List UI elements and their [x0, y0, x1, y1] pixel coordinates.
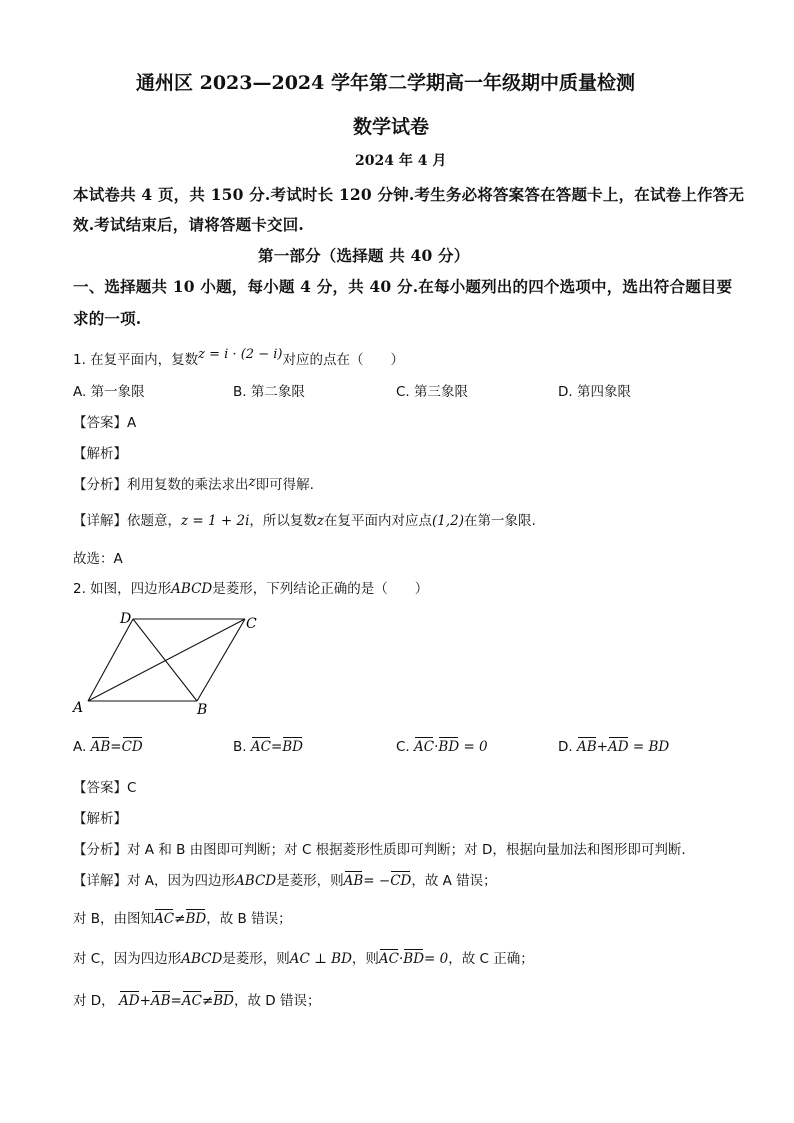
vector-bd: BD: [185, 911, 207, 927]
part1-heading: 第一部分（选择题 共 40 分）: [258, 246, 470, 265]
detail-suffix: 在第一象限.: [464, 513, 536, 529]
detail-c-suffix: ，故 C 正确；: [448, 951, 534, 967]
detail-a-suffix: ，故 A 错误；: [411, 873, 497, 889]
option-tail: = BD: [632, 739, 670, 755]
q1-analysis-tag: 【解析】: [73, 446, 127, 462]
answer-tag: 【答案】: [73, 415, 127, 431]
detail-var: z: [316, 513, 325, 529]
vector-ac: AC: [154, 911, 175, 927]
q1-option-a: A. 第一象限: [73, 384, 145, 400]
label-b: B: [197, 702, 208, 718]
q1-answer: [73, 411, 136, 431]
vector-ac: AC: [181, 993, 202, 1009]
detail-b-op: ≠: [174, 911, 186, 927]
vector-ab: AB: [90, 739, 111, 755]
detail-d-prefix: 对 D，: [73, 993, 115, 1009]
q2-stem-prefix: 2. 如图，四边形: [73, 581, 172, 597]
diagonal-db: [133, 619, 197, 701]
q2-stem: [73, 577, 428, 597]
vector-ad: AD: [607, 739, 629, 755]
fenxi-var: z: [248, 474, 256, 490]
q1-option-d: D. 第四象限: [558, 384, 631, 400]
detail-tag: 【详解】: [73, 513, 127, 529]
q1-option-c: C. 第三象限: [396, 384, 469, 400]
q1-stem: [73, 348, 404, 368]
answer-tag: 【答案】: [73, 780, 127, 796]
option-letter: C.: [396, 739, 410, 755]
q2-option-a: [73, 739, 143, 755]
detail-mid2: 在复平面内对应点: [324, 513, 433, 529]
fenxi-text: 对 A 和 B 由图即可判断；对 C 根据菱形性质即可判断；对 D，根据向量加法和图形即可判断.: [127, 842, 686, 858]
q1-fenxi: [73, 473, 314, 493]
detail-c-mid2: ，则: [351, 951, 379, 967]
q1-stem-prefix: 1. 在复平面内，复数: [73, 352, 199, 368]
fenxi-prefix: 利用复数的乘法求出: [127, 477, 249, 493]
detail-a-mid: 是菱形，则: [276, 873, 344, 889]
vector-ab: AB: [343, 873, 364, 889]
fenxi-tag: 【分析】: [73, 477, 127, 493]
rhombus-figure: [70, 608, 270, 720]
detail-prefix: 依题意，: [127, 513, 181, 529]
vector-ac: AC: [250, 739, 271, 755]
q2-detail-b: [73, 907, 292, 927]
detail-d-op1: +: [139, 993, 151, 1009]
detail-c-shape: ABCD: [181, 951, 223, 967]
fenxi-tag: 【分析】: [73, 842, 127, 858]
vector-bd: BD: [403, 951, 425, 967]
detail-c-perp: AC ⊥ BD: [289, 951, 352, 967]
vector-bd: BD: [213, 993, 235, 1009]
detail-a-shape: ABCD: [235, 873, 277, 889]
detail-a-prefix: 对 A，因为四边形: [127, 873, 236, 889]
exam-date: 2024 年 4 月: [355, 153, 447, 169]
detail-d-op3: ≠: [201, 993, 214, 1009]
vector-bd: BD: [438, 739, 460, 755]
section1-line2: 求的一项.: [73, 309, 142, 328]
vector-ab: AB: [150, 993, 171, 1009]
label-d: D: [120, 611, 132, 627]
detail-c-prefix: 对 C，因为四边形: [73, 951, 182, 967]
detail-d-op2: =: [170, 993, 182, 1009]
option-tail: = 0: [463, 739, 488, 755]
q1-formula: z = i · (2 − i): [198, 347, 283, 362]
detail-a-op: = −: [363, 873, 391, 889]
option-letter: D.: [558, 739, 573, 755]
detail-c-op: ·: [399, 951, 404, 967]
q1-detail: [73, 509, 536, 529]
answer-value: C: [127, 780, 137, 796]
q1-conclusion: 故选：A: [73, 551, 123, 567]
fenxi-suffix: 即可得解.: [255, 477, 314, 493]
q2-answer: [73, 776, 136, 796]
detail-tag: 【详解】: [73, 873, 127, 889]
option-letter: B.: [233, 739, 247, 755]
option-op: +: [596, 739, 608, 755]
instructions-line1: 本试卷共 4 页，共 150 分.考试时长 120 分钟.考生务必将答案答在答题卡上，在试卷上作答无: [73, 185, 745, 204]
detail-b-suffix: ，故 B 错误；: [206, 911, 292, 927]
vector-cd: CD: [121, 739, 143, 755]
vector-ad: AD: [118, 993, 140, 1009]
detail-d-suffix: ，故 D 错误；: [234, 993, 321, 1009]
q2-detail-c: [73, 947, 534, 967]
instructions-line2: 效.考试结束后，请将答题卡交回.: [73, 215, 304, 234]
q2-option-c: [396, 739, 488, 755]
option-op: =: [110, 739, 122, 755]
vector-ab: AB: [576, 739, 597, 755]
q2-option-d: [558, 739, 669, 755]
answer-value: A: [127, 415, 137, 431]
vector-ac: AC: [378, 951, 399, 967]
detail-c-mid1: 是菱形，则: [222, 951, 290, 967]
detail-formula: z = 1 + 2i: [181, 513, 250, 529]
detail-b-prefix: 对 B，由图知: [73, 911, 155, 927]
q2-stem-suffix: 是菱形，下列结论正确的是（ ）: [212, 581, 429, 597]
q2-analysis-tag: 【解析】: [73, 811, 127, 827]
vector-ac: AC: [414, 739, 435, 755]
vector-cd: CD: [390, 873, 412, 889]
detail-mid1: ，所以复数: [249, 513, 317, 529]
label-a: A: [73, 700, 84, 716]
label-c: C: [246, 616, 257, 632]
option-letter: A.: [73, 739, 87, 755]
q2-option-b: [233, 739, 303, 755]
option-op: =: [270, 739, 283, 755]
vector-bd: BD: [282, 739, 304, 755]
detail-point: (1,2): [432, 513, 465, 529]
subject-title: 数学试卷: [353, 116, 430, 138]
option-op: ·: [434, 739, 439, 755]
q2-stem-shape: ABCD: [171, 581, 213, 597]
q2-detail-d: [73, 989, 321, 1009]
section1-line1: 一、选择题共 10 小题，每小题 4 分，共 40 分.在每小题列出的四个选项中，选出符合题目要: [73, 277, 733, 296]
q1-stem-suffix: 对应的点在（ ）: [282, 352, 404, 368]
q2-fenxi: [73, 838, 686, 858]
exam-title: 通州区 2023—2024 学年第二学期高一年级期中质量检测: [136, 72, 635, 94]
detail-c-eq: = 0: [424, 951, 449, 967]
q2-detail-a: [73, 869, 497, 889]
q1-option-b: B. 第二象限: [233, 384, 305, 400]
